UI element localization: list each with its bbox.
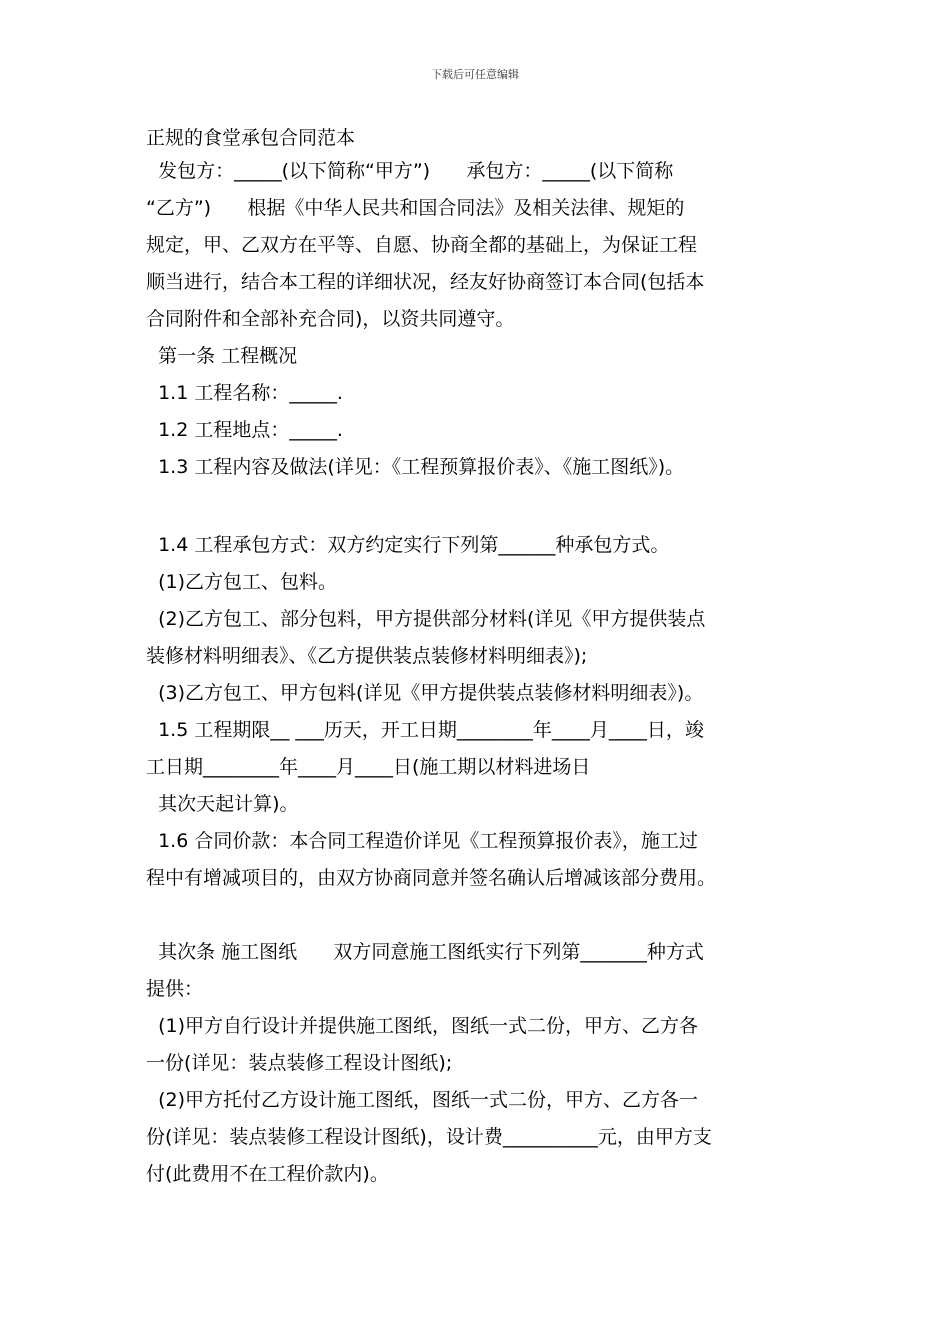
text-line: 1.5 工程期限__ ___历天，开工日期________年____月____日，竣 bbox=[146, 719, 704, 741]
contract-block-terms bbox=[146, 527, 816, 897]
text-line: 付(此费用不在工程价款内)。 bbox=[146, 1163, 389, 1185]
text-line: (1)乙方包工、包料。 bbox=[146, 571, 337, 593]
text-line: 1.1 工程名称：_____. bbox=[146, 382, 343, 404]
text-line: “乙方”) 根据《中华人民共和国合同法》及相关法律、规矩的 bbox=[146, 197, 685, 219]
document-title: 正规的食堂承包合同范本 bbox=[146, 127, 356, 149]
text-line: 1.4 工程承包方式：双方约定实行下列第______种承包方式。 bbox=[146, 534, 670, 556]
text-line: 一份(详见：装点装修工程设计图纸); bbox=[146, 1052, 453, 1074]
text-line: (2)乙方包工、部分包料，甲方提供部分材料(详见《甲方提供装点 bbox=[146, 608, 706, 630]
text-line: 1.3 工程内容及做法(详见：《工程预算报价表》、《施工图纸》)。 bbox=[146, 456, 685, 478]
text-line: (1)甲方自行设计并提供施工图纸，图纸一式二份，甲方、乙方各 bbox=[146, 1015, 698, 1037]
section-heading: 其次条 施工图纸 双方同意施工图纸实行下列第_______种方式 bbox=[146, 941, 704, 963]
contract-block-drawings bbox=[146, 934, 816, 1193]
text-line: 工日期________年____月____日(施工期以材料进场日 bbox=[146, 756, 591, 778]
text-line: 装修材料明细表》、《乙方提供装点装修材料明细表》); bbox=[146, 645, 588, 667]
text-line: 顺当进行，结合本工程的详细状况，经友好协商签订本合同(包括本 bbox=[146, 271, 705, 293]
text-line: (3)乙方包工、甲方包料(详见《甲方提供装点装修材料明细表》)。 bbox=[146, 682, 704, 704]
page-header: 下载后可任意编辑 bbox=[431, 68, 519, 81]
text-line: 1.6 合同价款：本合同工程造价详见《工程预算报价表》，施工过 bbox=[146, 830, 698, 852]
text-line: 其次天起计算)。 bbox=[146, 793, 299, 815]
text-line: 份(详见：装点装修工程设计图纸)，设计费__________元，由甲方支 bbox=[146, 1126, 712, 1148]
text-line: 程中有增减项目的，由双方协商同意并签名确认后增减该部分费用。 bbox=[146, 867, 717, 889]
text-line: 提供： bbox=[146, 978, 204, 1000]
text-line: 发包方：_____(以下简称“甲方”) 承包方：_____(以下简称 bbox=[146, 160, 674, 182]
contract-block-intro bbox=[146, 153, 816, 486]
text-line: (2)甲方托付乙方设计施工图纸，图纸一式二份，甲方、乙方各一 bbox=[146, 1089, 698, 1111]
section-heading: 第一条 工程概况 bbox=[146, 345, 298, 367]
text-line: 规定，甲、乙双方在平等、自愿、协商全都的基础上，为保证工程 bbox=[146, 234, 698, 256]
text-line: 合同附件和全部补充合同)，以资共同遵守。 bbox=[146, 308, 515, 330]
text-line: 1.2 工程地点：_____. bbox=[146, 419, 343, 441]
